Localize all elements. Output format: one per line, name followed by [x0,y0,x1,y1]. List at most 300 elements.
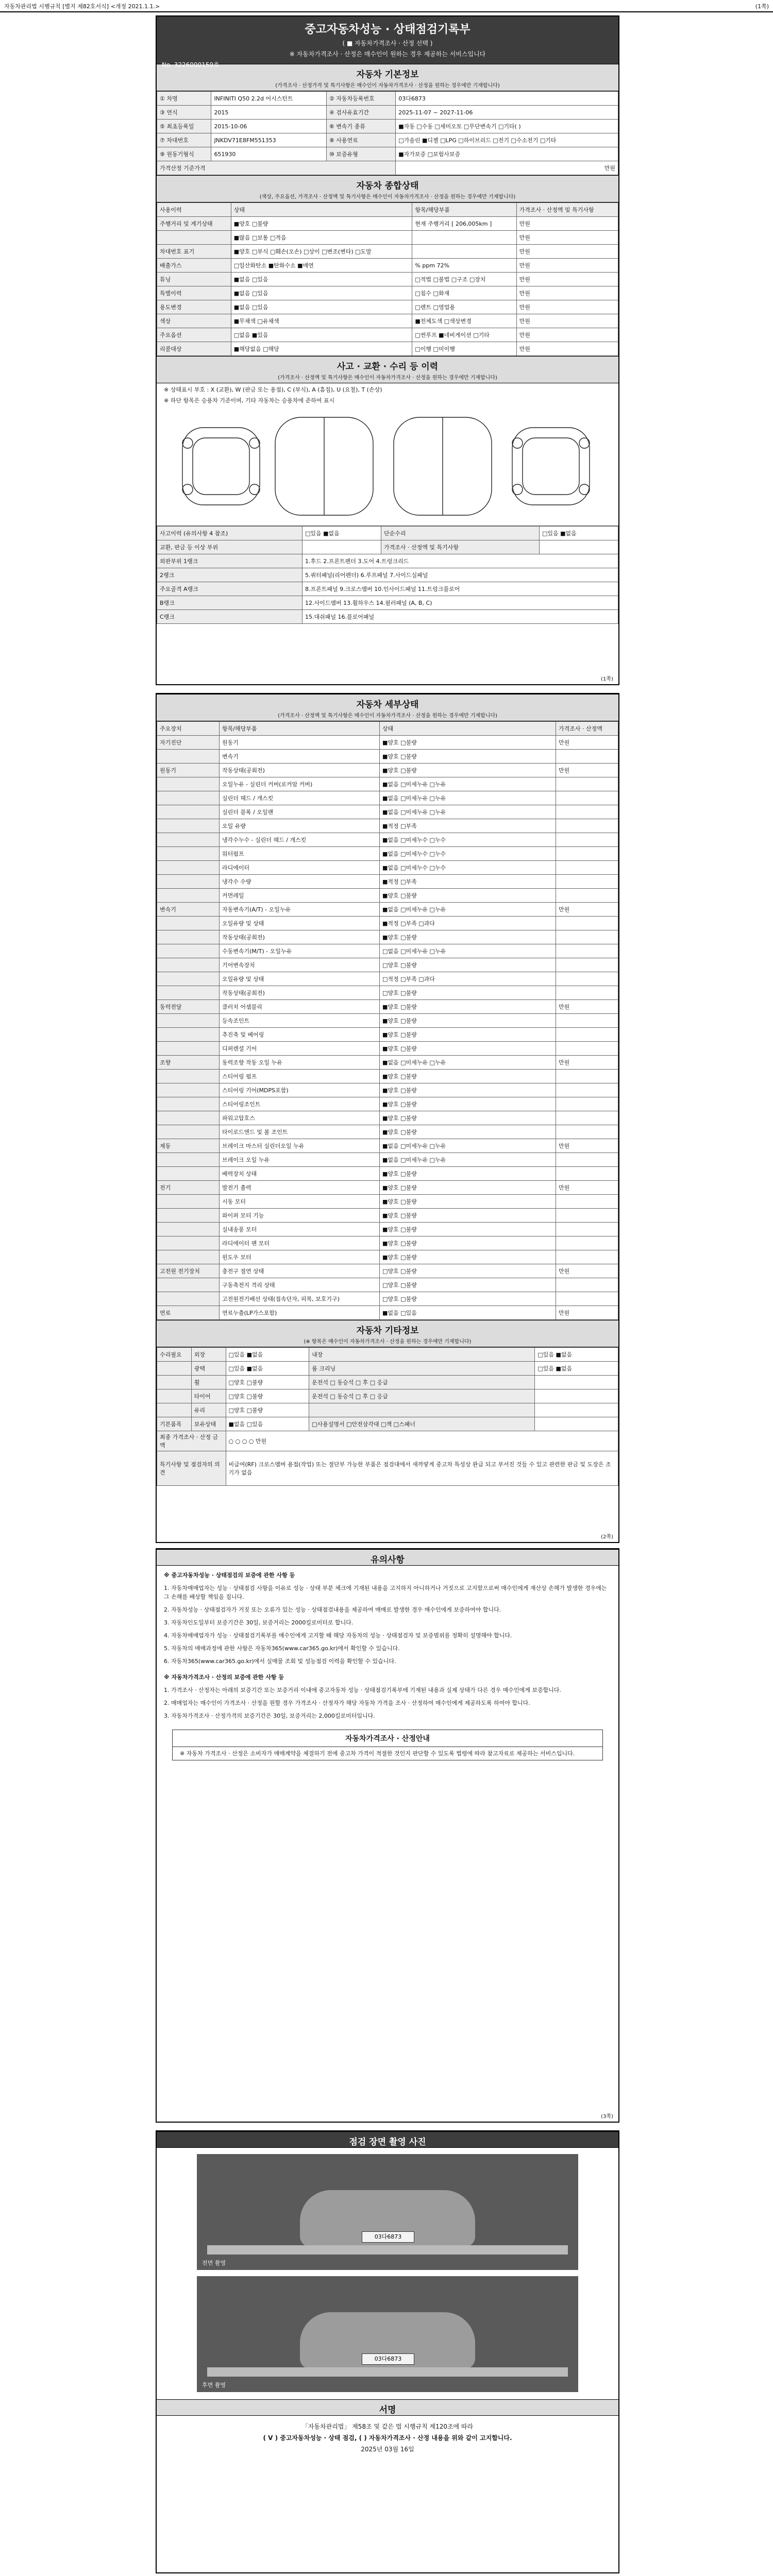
detail-row [157,1083,618,1097]
detail-row [157,1097,618,1111]
detail-cell: ■양호 □불량 [380,764,556,777]
detail-cell: □없음 □미세누유 □누유 [380,944,556,958]
doc-subtitle: ( ■ 자동차가격조사 · 산정 선택 ) [342,40,433,47]
detail-cell: 냉각수누수 - 실린더 헤드 / 개스킷 [220,833,380,847]
page-count: (1쪽) [755,3,769,10]
basic-info-header [157,64,618,91]
notice-item: 3. 자동차인도일부터 보증기간은 30일, 보증거리는 2000킬로미터로 합니다. [164,1619,354,1626]
detail-row [157,1056,618,1070]
vehicle-outline-diagram [172,412,605,520]
detail-cell: 라디에이터 팬 모터 [220,1236,380,1250]
detail-cell [157,889,220,903]
summary-cell: 만원 [516,273,618,286]
detail-cell [157,750,220,764]
detail-row [157,1070,618,1083]
detail-cell [556,958,618,972]
summary-col-3: 가격조사 · 산정액 및 특기사항 [516,203,618,217]
notice-item: 2. 자동차성능 · 상태점검자가 거짓 또는 오류가 있는 성능 · 상태점검내용을 제공하여 매매로 발생한 경우 매수인에게 보증하여야 합니다. [164,1606,501,1613]
detail-row [157,833,618,847]
photos-header [157,2131,618,2148]
detail-cell: ■없음 □미세누유 □누유 [380,1056,556,1070]
notice-item: 4. 자동차매매업자가 성능 · 상태점검기록부를 매수인에게 고지할 때 해당 자동차의 성능 · 상태점검자 및 보증범위를 정확히 설명해야 합니다. [164,1632,512,1639]
detail-cell [157,1153,220,1167]
detail-cell [556,750,618,764]
detail-cell: ■적정 □부족 [380,875,556,889]
rank-label: 2랭크 [157,568,303,582]
detail-cell: 조향 [157,1056,220,1070]
detail-cell [157,833,220,847]
detail-cell [157,1097,220,1111]
summary-cell: 배출가스 [157,259,231,273]
detail-cell [556,819,618,833]
detail-cell: 브레이크 마스터 실린더오일 누유 [220,1139,380,1153]
accident-cell [539,540,618,554]
detail-cell [556,833,618,847]
summary-cell: 만원 [516,231,618,245]
detail-cell [556,1097,618,1111]
signature-line-1: 「자동차관리법」 제58조 및 같은 법 시행규칙 제120조에 따라 [301,2423,474,2430]
detail-cell: 윈도우 모터 [220,1250,380,1264]
summary-cell: ■해당없음 □해당 [231,342,412,356]
detail-cell: 만원 [556,1056,618,1070]
summary-cell: ■없음 □있음 [231,286,412,300]
detail-cell: ■양호 □불량 [380,1250,556,1264]
detail-cell [157,861,220,875]
notice-item: 6. 자동차365(www.car365.go.kr)에서 실매물 조회 및 성능점검 이력을 확인할 수 있습니다. [164,1658,396,1665]
rank-label: 주요골격 A랭크 [157,582,303,596]
sheet-page-2 [156,693,619,1543]
detail-cell [556,861,618,875]
detail-title: 자동차 세부상태 [356,700,419,710]
detail-cell: 구동축전지 격리 상태 [220,1278,380,1292]
form-reference: 자동차관리법 시행규칙 [별지 제82호서식] <개정 2021.1.1.> [4,3,160,10]
lift-beam [207,2245,568,2255]
detail-cell: 스티어링 펌프 [220,1070,380,1083]
detail-cell: 파워고압호스 [220,1111,380,1125]
basic-info-cell: ② 자동차등록번호 [326,92,395,106]
detail-row [157,1292,618,1306]
etc-cell: □있음 ■없음 [226,1348,309,1362]
sheet-page-3 [156,1548,619,2123]
basic-info-cell: ⑧ 사용연료 [326,133,395,147]
etc-row [157,1348,618,1362]
detail-row [157,764,618,777]
summary-col-1: 상태 [231,203,412,217]
detail-cell [157,958,220,972]
detail-cell: ■양호 □불량 [380,1083,556,1097]
detail-row [157,1264,618,1278]
detail-row [157,1223,618,1236]
detail-cell: □양호 □불량 [380,1292,556,1306]
detail-row [157,1111,618,1125]
summary-title: 자동차 종합상태 [356,181,419,191]
detail-row [157,1181,618,1195]
price-basis-label: 가격산정 기준가격 [157,161,396,175]
rank-parts: 8.프론트패널 9.크로스멤버 10.인사이드패널 11.트렁크플로어 [303,582,618,596]
etc-cell [157,1403,192,1417]
detail-cell [157,1223,220,1236]
pricing-guide-box [172,1730,603,1760]
detail-cell [157,1111,220,1125]
photos-title: 점검 장면 촬영 사진 [349,2137,426,2147]
basic-info-row [157,133,618,147]
detail-cell: 동력전달 [157,1000,220,1014]
summary-sub: (색상, 주요옵션, 가격조사 · 산정액 및 특기사항은 매수인이 자동차가격조사 · 산정을 원하는 경우에만 기재합니다) [259,194,516,200]
detail-row [157,1250,618,1264]
notice-item: 5. 자동차의 매매과정에 관한 사항은 자동차365(www.car365.go.kr)에서 확인할 수 있습니다. [164,1645,400,1652]
detail-cell: ■양호 □불량 [380,1181,556,1195]
summary-cell: □침수 □화재 [412,286,516,300]
basic-info-cell: 2015 [211,106,326,120]
detail-cell: 자기진단 [157,736,220,750]
summary-cell: 만원 [516,245,618,259]
etc-cell: 운전석 □ 동승석 □ 후 □ 응급 [309,1389,535,1403]
detail-row [157,930,618,944]
detail-cell: 원동기 [220,736,380,750]
summary-cell: □이행 □미이행 [412,342,516,356]
detail-cell: ■없음 □미세누유 □누유 [380,791,556,805]
detail-header [157,694,618,721]
signature-block [157,2416,618,2455]
summary-row [157,217,618,231]
detail-row [157,1000,618,1014]
summary-row [157,245,618,259]
etc-cell: 휠 [191,1376,226,1389]
detail-cell: 작동상태(공회전) [220,930,380,944]
detail-cell: ■없음 □미세누유 □누유 [380,805,556,819]
detail-row [157,805,618,819]
summary-cell: 만원 [516,300,618,314]
summary-cell: ■양호 □부식 □훼손(오손) □상이 □변조(변타) □도말 [231,245,412,259]
summary-cell [157,231,231,245]
rank-row [157,610,618,624]
basic-info-title: 자동차 기본정보 [356,70,419,80]
rank-row [157,582,618,596]
detail-cell [556,917,618,930]
summary-cell: □적법 □불법 □구조 □장치 [412,273,516,286]
basic-info-row [157,120,618,133]
detail-cell: 오일유량 및 상태 [220,917,380,930]
basic-info-cell: ⑨ 원동기형식 [157,147,211,161]
detail-cell [157,1042,220,1056]
etc-cell: 광택 [191,1362,226,1376]
detail-cell [157,819,220,833]
detail-row [157,1167,618,1181]
sheet-page-1 [156,15,619,685]
rank-row [157,554,618,568]
detail-cell: ■양호 □불량 [380,1070,556,1083]
detail-row [157,1014,618,1028]
detail-cell: 작동상태(공회전) [220,764,380,777]
etc-cell: □양호 □불량 [226,1389,309,1403]
detail-cell [157,1195,220,1209]
detail-cell: □양호 □불량 [380,958,556,972]
detail-cell: ■없음 □있음 [380,1306,556,1320]
detail-cell [157,1083,220,1097]
total-price-label: 최종 가격조사 · 산정 금액 [157,1431,226,1451]
detail-row [157,1042,618,1056]
detail-cell [556,930,618,944]
summary-cell: 현재 주행거리 [ 206,005km ] [412,217,516,231]
basic-info-cell: 03다6873 [396,92,618,106]
basic-info-cell: ④ 검사유효기간 [326,106,395,120]
detail-cell [556,1278,618,1292]
detail-cell [556,1111,618,1125]
detail-row [157,750,618,764]
etc-cell: 내장 [309,1348,535,1362]
accident-row [157,540,618,554]
etc-cell: □사용설명서 □안전삼각대 □잭 □스패너 [309,1417,535,1431]
summary-col-2: 항목/해당부품 [412,203,516,217]
etc-cell [157,1376,192,1389]
detail-cell [556,1167,618,1181]
detail-cell [157,1250,220,1264]
detail-cell [157,1125,220,1139]
detail-cell: 만원 [556,1264,618,1278]
detail-row [157,791,618,805]
detail-row [157,736,618,750]
summary-row [157,342,618,356]
summary-cell: 튜닝 [157,273,231,286]
accident-header [157,356,618,383]
detail-cell: 기어변속장치 [220,958,380,972]
plate-front: 03다6873 [362,2231,414,2243]
summary-cell: □일산화탄소 ■탄화수소 ■매연 [231,259,412,273]
accident-title: 사고 · 교환 · 수리 등 이력 [337,362,439,372]
detail-cell: 만원 [556,1181,618,1195]
detail-col-1: 항목/해당부품 [220,722,380,736]
detail-row [157,889,618,903]
detail-cell: 만원 [556,764,618,777]
summary-cell: □없음 ■있음 [231,328,412,342]
summary-cell: □렌트 □영업용 [412,300,516,314]
detail-cell [157,930,220,944]
etc-cell: 유리 [191,1403,226,1417]
detail-cell: 변속기 [157,903,220,917]
accident-cell: 단순수리 [381,527,540,540]
detail-cell [556,1083,618,1097]
detail-cell [157,1070,220,1083]
etc-cell: ■없음 □있음 [226,1417,309,1431]
total-price-value: ○ ○ ○ ○ 만원 [226,1431,618,1451]
detail-cell: □적정 □부족 □과다 [380,972,556,986]
etc-row [157,1376,618,1389]
doc-number: No. 3226000159호 [162,61,220,69]
detail-cell [157,1236,220,1250]
summary-cell: 만원 [516,314,618,328]
detail-cell: ■없음 □미세누수 □누수 [380,861,556,875]
detail-cell: □양호 □불량 [380,986,556,1000]
summary-cell: 만원 [516,217,618,231]
etc-cell [535,1403,618,1417]
notice-sec2: ※ 자동차가격조사 · 산정의 보증에 관한 사항 등 [164,1674,284,1681]
doc-note: ※ 자동차가격조사 · 산정은 매수인이 원하는 경우 제공하는 서비스입니다 [289,50,486,58]
detail-cell [157,972,220,986]
detail-cell: ■없음 □미세누유 □누유 [380,903,556,917]
accident-table [157,526,618,624]
basic-info-cell: INFINITI Q50 2.2d 어시스턴트 [211,92,326,106]
rank-parts: 15.대쉬패널 16.플로어패널 [303,610,618,624]
signature-line-2: ( V ) 중고자동차성능 · 상태 점검, ( ) 자동차가격조사 · 산정 내용을 위와 같이 고지합니다. [263,2434,512,2442]
summary-cell: ■많음 □보통 □적음 [231,231,412,245]
detail-cell: 발전기 출력 [220,1181,380,1195]
detail-cell: 실린더 블록 / 오일팬 [220,805,380,819]
page-1-number: (1쪽) [601,676,613,682]
detail-cell [556,1014,618,1028]
detail-table [157,721,618,1320]
detail-row [157,1028,618,1042]
detail-cell: 작동상태(공회전) [220,986,380,1000]
rank-label: C랭크 [157,610,303,624]
detail-cell: 원동기 [157,764,220,777]
etc-cell: □있음 ■없음 [535,1348,618,1362]
accident-cell: 가격조사 · 산정액 및 특기사항 [381,540,540,554]
summary-cell: 주행거리 및 계기상태 [157,217,231,231]
detail-col-2: 상태 [380,722,556,736]
etc-row [157,1403,618,1417]
rank-row [157,596,618,610]
detail-row [157,1236,618,1250]
etc-cell: 운전석 □ 동승석 □ 후 □ 응급 [309,1376,535,1389]
detail-cell [556,986,618,1000]
notice-item: 1. 가격조사 · 산정자는 아래의 보증기간 또는 보증거리 이내에 중고자동차 성능 · 상태점검기록부에 기재된 내용과 실제 상태가 다른 경우 매수인에게 보증합니다. [164,1687,561,1693]
accident-cell [303,540,381,554]
detail-cell: 와이퍼 모터 기능 [220,1209,380,1223]
detail-cell: ■양호 □불량 [380,1042,556,1056]
detail-cell: 연료누출(LP가스포함) [220,1306,380,1320]
detail-cell: ■양호 □불량 [380,736,556,750]
etc-cell: 룸 크리닝 [309,1362,535,1376]
detail-row [157,972,618,986]
summary-header [157,175,618,202]
detail-row [157,1125,618,1139]
etc-table [157,1347,618,1486]
pricing-guide-text: ※ 자동차 가격조사 · 산정은 소비자가 매매계약을 체결하기 전에 중고차 가격이 적절한 것인지 판단할 수 있도록 법령에 따라 참고자료로 제공하는 서비스입니다. [180,1750,575,1757]
detail-cell [556,1292,618,1306]
detail-row [157,1209,618,1223]
detail-row [157,1278,618,1292]
detail-cell: 만원 [556,903,618,917]
summary-cell: 용도변경 [157,300,231,314]
notice-item: 1. 자동차매매업자는 성능 · 상태점검 사항을 이유로 성능 · 상태 부분 체크에 기재된 내용을 고지하지 아니하거나 거짓으로 고지함으로써 매수인에게 재산상 손해가 발생한 경우에는 그 손해를 배상할 책임을 집니다. [164,1585,607,1600]
detail-row [157,875,618,889]
detail-cell: 동력조향 작동 오일 누유 [220,1056,380,1070]
page-3-number: (3쪽) [601,2114,613,2120]
detail-row [157,1306,618,1320]
summary-row [157,286,618,300]
summary-cell [412,245,516,259]
detail-row [157,847,618,861]
summary-row [157,300,618,314]
summary-row [157,231,618,245]
top-bar [0,0,773,12]
basic-info-cell: 2025-11-07 ~ 2027-11-06 [396,106,618,120]
detail-cell [556,1042,618,1056]
detail-row [157,944,618,958]
inspection-photo-front [197,2154,578,2270]
notice-title: 유의사항 [371,1555,405,1565]
detail-cell [556,777,618,791]
detail-row [157,777,618,791]
detail-row [157,819,618,833]
detail-cell: 수동변속기(M/T) - 오일누유 [220,944,380,958]
summary-cell: 만원 [516,328,618,342]
detail-cell: ■양호 □불량 [380,1028,556,1042]
summary-row [157,328,618,342]
summary-cell [412,231,516,245]
detail-cell: 제동 [157,1139,220,1153]
detail-cell: ■양호 □불량 [380,1014,556,1028]
basic-info-cell: 651930 [211,147,326,161]
detail-cell: 오일유량 및 상태 [220,972,380,986]
summary-cell: % ppm 72% [412,259,516,273]
detail-cell: ■없음 □미세누유 □누유 [380,1153,556,1167]
detail-row [157,1153,618,1167]
detail-cell: ■없음 □미세누유 □누유 [380,777,556,791]
detail-cell: ■양호 □불량 [380,1236,556,1250]
lift-beam [207,2367,568,2377]
etc-cell: 타이어 [191,1389,226,1403]
detail-cell [556,1236,618,1250]
detail-cell: 디퍼렌셜 기어 [220,1042,380,1056]
detail-cell [157,777,220,791]
summary-cell: 만원 [516,259,618,273]
detail-cell [157,917,220,930]
notice-header [157,1549,618,1566]
basic-info-cell: ■자동 □수동 □세미오토 □무단변속기 □기타( ) [396,120,618,133]
basic-info-cell: ■자가보증 □보험사보증 [396,147,618,161]
detail-cell [157,1028,220,1042]
detail-cell: ■양호 □불량 [380,1195,556,1209]
accident-cell: □있음 ■없음 [303,527,381,540]
etc-cell [535,1389,618,1403]
etc-row [157,1417,618,1431]
rank-row [157,568,618,582]
rank-parts: 12.사이드멤버 13.휠하우스 14.필러패널 (A, B, C) [303,596,618,610]
detail-cell: □양호 □불량 [380,1278,556,1292]
photo-caption-front: 전면 촬영 [202,2260,226,2266]
summary-cell: 색상 [157,314,231,328]
accident-cell: 교환, 판금 등 이상 부위 [157,540,303,554]
accident-cell: □있음 ■없음 [539,527,618,540]
accident-cell: 사고이력 (유의사항 4 참조) [157,527,303,540]
accident-legend-2: ※ 하단 항목은 승용차 기준이며, 기타 자동차는 승용차에 준하여 표시 [164,397,335,404]
special-notes-label: 특기사항 및 점검자의 의견 [157,1451,226,1486]
detail-cell [556,944,618,958]
basic-info-table [157,91,618,175]
rank-parts: 1.후드 2.프론트펜더 3.도어 4.트렁크리드 [303,554,618,568]
summary-cell: 만원 [516,286,618,300]
etc-cell: □양호 □불량 [226,1376,309,1389]
etc-cell [157,1389,192,1403]
rank-parts: 5.쿼터패널(리어펜더) 6.루프패널 7.사이드실패널 [303,568,618,582]
pricing-guide-title: 자동차가격조사 · 산정안내 [173,1730,602,1747]
detail-cell [157,1167,220,1181]
summary-cell: 차대번호 표기 [157,245,231,259]
etc-cell [535,1417,618,1431]
notice-item: 2. 매매업자는 매수인이 가격조사 · 산정을 원할 경우 가격조사 · 산정자가 해당 자동차 가격을 조사 · 산정하여 매수인에게 제공하도록 하여야 합니다. [164,1700,530,1706]
detail-col-3: 가격조사 · 산정액 [556,722,618,736]
detail-cell [556,875,618,889]
detail-cell: 브레이크 오일 누유 [220,1153,380,1167]
detail-cell: ■양호 □불량 [380,889,556,903]
vehicle-diagram [157,407,618,526]
sheet-page-4 [156,2130,619,2573]
detail-cell: 라디에이터 [220,861,380,875]
detail-cell: 등속조인트 [220,1014,380,1028]
detail-cell [157,1278,220,1292]
detail-cell: ■양호 □불량 [380,1000,556,1014]
